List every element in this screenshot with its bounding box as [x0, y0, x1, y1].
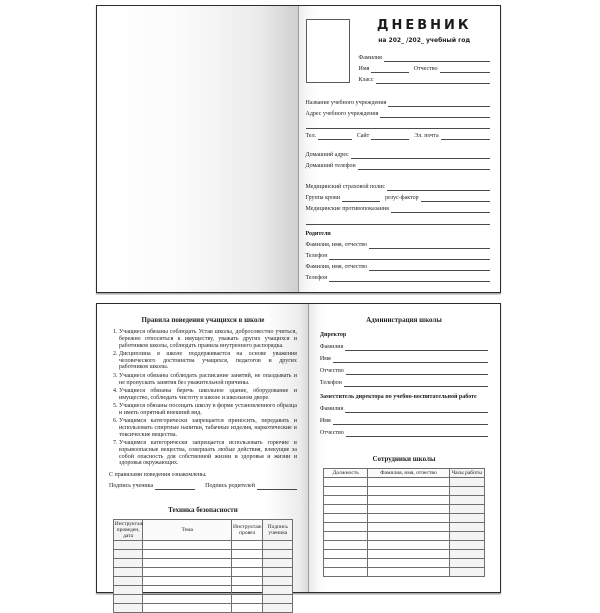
- blank-line: [155, 483, 195, 490]
- table-empty-cell: [113, 559, 143, 568]
- field-continuation: [306, 122, 491, 129]
- title-page-header: [306, 19, 491, 84]
- table-empty-row: [324, 496, 484, 505]
- table-empty-cell: [232, 586, 263, 595]
- field-label: Домашний телефон: [305, 163, 356, 169]
- staff-table-head: [324, 469, 484, 478]
- administration-page: [309, 304, 500, 592]
- field-home-address: [306, 152, 491, 159]
- table-empty-cell: [368, 523, 450, 532]
- table-empty-cell: [449, 514, 484, 523]
- blank-line: [257, 483, 297, 490]
- admin-field-row: [320, 368, 488, 375]
- blank-line: [384, 55, 490, 62]
- table-empty-cell: [113, 604, 143, 613]
- table-empty-cell: [368, 541, 450, 550]
- table-empty-cell: [368, 559, 450, 568]
- field-continuation: [306, 218, 491, 225]
- blank-page: [97, 6, 299, 292]
- field-label: Телефон: [319, 380, 342, 386]
- field-name-patronymic: [359, 66, 491, 73]
- title-block: [350, 19, 491, 84]
- blank-line: [421, 195, 490, 202]
- table-empty-row: [324, 550, 484, 559]
- table-empty-cell: [143, 559, 232, 568]
- diary-subtitle: на 202_ /202_ учебный год: [378, 37, 471, 44]
- table-empty-row: [113, 586, 292, 595]
- table-empty-cell: [368, 550, 450, 559]
- field-label: Сайт: [356, 133, 370, 139]
- table-empty-cell: [113, 541, 143, 550]
- rule-item: 2. Дисциплина в школе поддерживается на основе уважения человеческого достоинства учащихся, педагогов и других работников школы.: [119, 351, 297, 371]
- photo-placeholder-box: [306, 19, 350, 83]
- table-empty-cell: [449, 496, 484, 505]
- table-empty-cell: [232, 541, 263, 550]
- field-label: резус-фактор: [385, 195, 419, 201]
- safety-header-cell: Подпись ученика: [263, 520, 293, 541]
- table-empty-cell: [143, 604, 232, 613]
- staff-header-cell: Должность: [324, 469, 368, 478]
- table-empty-cell: [368, 568, 450, 577]
- blank-line: [371, 66, 408, 73]
- table-empty-cell: [449, 532, 484, 541]
- table-empty-cell: [324, 505, 368, 514]
- table-empty-row: [113, 541, 292, 550]
- table-empty-cell: [324, 568, 368, 577]
- table-empty-cell: [368, 478, 450, 487]
- field-surname: [359, 55, 491, 62]
- blank-line: [346, 430, 488, 437]
- table-empty-cell: [263, 550, 293, 559]
- field-label: Эл. почта: [414, 133, 439, 139]
- table-empty-cell: [232, 550, 263, 559]
- field-label: Отчество: [413, 66, 438, 72]
- diary-title-page: [299, 6, 501, 292]
- table-empty-cell: [324, 523, 368, 532]
- deputy-heading: [320, 394, 488, 401]
- field-label: Фамилия, имя, отчество: [305, 242, 368, 248]
- diary-title-spread: [96, 5, 501, 293]
- field-label: Имя: [319, 418, 331, 424]
- table-empty-row: [113, 568, 292, 577]
- signature-label-student: Подпись ученика: [109, 483, 154, 490]
- table-empty-cell: [232, 568, 263, 577]
- blank-line: [441, 133, 490, 140]
- safety-table-body: [113, 541, 292, 613]
- field-label: Фамилия: [319, 344, 344, 350]
- table-empty-row: [113, 595, 292, 604]
- field-label: Медицинский страховой полис: [305, 184, 386, 190]
- table-empty-cell: [263, 595, 293, 604]
- blank-line: [346, 368, 488, 375]
- section-label: Заместитель директора по учебно-воспитательной работе: [319, 394, 477, 400]
- table-empty-cell: [449, 559, 484, 568]
- table-empty-cell: [263, 604, 293, 613]
- blank-line: [387, 184, 490, 191]
- field-home-phone: [306, 163, 491, 170]
- safety-header-cell: Инструктаж проведен, дата: [114, 521, 144, 540]
- field-school-name: [306, 100, 491, 107]
- table-empty-cell: [113, 595, 143, 604]
- table-empty-cell: [113, 586, 143, 595]
- blank-line: [345, 406, 488, 413]
- table-empty-cell: [143, 586, 232, 595]
- blank-line: [440, 66, 490, 73]
- director-fields: [320, 344, 488, 387]
- field-label: Имя: [319, 356, 331, 362]
- table-empty-row: [324, 505, 484, 514]
- signature-row: [109, 482, 297, 490]
- blank-line: [369, 242, 490, 249]
- table-empty-cell: [113, 568, 143, 577]
- director-heading: [320, 332, 488, 339]
- table-empty-cell: [143, 595, 232, 604]
- table-empty-cell: [143, 577, 232, 586]
- blank-line: [333, 418, 488, 425]
- field-label: Отчество: [319, 430, 344, 436]
- field-label: Отчество: [319, 368, 344, 374]
- blank-line: [376, 77, 491, 84]
- field-label: Домашний адрес: [305, 152, 349, 158]
- field-parent-fio: [306, 264, 491, 271]
- table-empty-cell: [232, 604, 263, 613]
- field-label: Фамилия, имя, отчество: [305, 264, 368, 270]
- blank-line: [342, 195, 380, 202]
- rules-page: [97, 304, 309, 592]
- table-empty-row: [324, 478, 484, 487]
- blank-line: [358, 163, 490, 170]
- table-empty-cell: [324, 478, 368, 487]
- blank-line: [345, 344, 488, 351]
- table-empty-cell: [324, 496, 368, 505]
- safety-title: Техника безопасности: [168, 506, 238, 515]
- field-label: Фамилия: [358, 55, 382, 61]
- staff-title: Сотрудники школы: [372, 455, 436, 463]
- staff-table-body: [324, 478, 484, 577]
- table-empty-row: [324, 523, 484, 532]
- table-empty-cell: [143, 541, 232, 550]
- table-empty-cell: [263, 586, 293, 595]
- field-label: Группа крови: [305, 195, 341, 201]
- table-empty-row: [113, 550, 292, 559]
- section-label: Директор: [319, 332, 347, 338]
- field-label: Имя: [358, 66, 370, 72]
- table-empty-cell: [324, 514, 368, 523]
- table-empty-row: [113, 604, 292, 613]
- rule-item: 7. Учащимся категорически запрещается использовать горючие и взрывоопасные вещества, совершать любые действия, влекущие за собой опасность для собственной жизни и здоровья и жизни и здоровья окружающих.: [119, 440, 297, 467]
- table-empty-row: [324, 568, 484, 577]
- acknowledgement-text: С правилами поведения ознакомлены.: [109, 472, 207, 479]
- field-label: Адрес учебного учреждения: [305, 111, 379, 117]
- table-empty-cell: [324, 532, 368, 541]
- table-empty-row: [324, 514, 484, 523]
- table-empty-cell: [449, 550, 484, 559]
- table-empty-cell: [449, 487, 484, 496]
- table-empty-cell: [324, 487, 368, 496]
- rule-item: 5. Учащиеся обязаны посещать школу в форме установленного образца и иметь опрятный внешний вид.: [119, 403, 297, 417]
- administration-title: Администрация школы: [366, 316, 442, 324]
- deputy-fields: [320, 406, 488, 437]
- field-label: Телефон: [305, 253, 328, 259]
- table-empty-row: [324, 559, 484, 568]
- admin-field-row: [320, 356, 488, 363]
- blank-line: [329, 253, 490, 260]
- table-empty-cell: [324, 559, 368, 568]
- table-empty-row: [324, 541, 484, 550]
- table-empty-row: [113, 559, 292, 568]
- rule-item: 6. Учащимся категорически запрещается приносить, передавать и использовать спиртные напитки, табачные изделия, наркотические и токсические вещества.: [119, 418, 297, 438]
- table-empty-cell: [143, 550, 232, 559]
- field-blood-group: [306, 195, 491, 202]
- blank-line: [333, 356, 488, 363]
- table-empty-cell: [368, 496, 450, 505]
- table-empty-row: [113, 577, 292, 586]
- table-empty-row: [324, 487, 484, 496]
- field-phone-site-email: [306, 133, 491, 140]
- parents-heading: [306, 231, 491, 238]
- table-empty-row: [324, 532, 484, 541]
- field-parent-fio: [306, 242, 491, 249]
- blank-line: [329, 275, 490, 282]
- diary-rules-spread: [96, 303, 501, 593]
- blank-line: [318, 133, 352, 140]
- table-empty-cell: [449, 478, 484, 487]
- table-empty-cell: [368, 532, 450, 541]
- staff-table: [323, 468, 484, 577]
- signature-label-parents: Подпись родителей: [205, 483, 255, 490]
- table-empty-cell: [232, 559, 263, 568]
- table-empty-cell: [368, 514, 450, 523]
- table-empty-cell: [449, 568, 484, 577]
- admin-field-row: [320, 406, 488, 413]
- field-class: [359, 77, 491, 84]
- field-label: Фамилия: [319, 406, 344, 412]
- rules-list: [109, 329, 297, 467]
- blank-line: [344, 380, 488, 387]
- rule-item: 4. Учащиеся обязаны беречь школьное здание, оборудование и имущество, соблюдать чистоту в школе и школьном дворе.: [119, 388, 297, 402]
- blank-line: [380, 111, 490, 118]
- blank-line: [351, 152, 490, 159]
- field-label: Класс: [358, 77, 374, 83]
- table-empty-cell: [263, 568, 293, 577]
- blank-line: [391, 206, 490, 213]
- table-empty-cell: [368, 505, 450, 514]
- staff-header-cell: Часы работы: [449, 469, 484, 478]
- table-empty-cell: [368, 487, 450, 496]
- safety-table-head: [113, 520, 292, 541]
- table-empty-cell: [232, 577, 263, 586]
- safety-header-cell: Тема: [143, 520, 232, 541]
- blank-line: [306, 218, 491, 225]
- table-empty-cell: [449, 505, 484, 514]
- safety-header-row: [113, 520, 292, 541]
- field-parent-phone: [306, 253, 491, 260]
- table-empty-cell: [232, 595, 263, 604]
- table-empty-cell: [263, 559, 293, 568]
- admin-field-row: [320, 344, 488, 351]
- blank-line: [371, 133, 409, 140]
- table-empty-cell: [324, 550, 368, 559]
- safety-header-cell: Инструктаж провел: [232, 520, 263, 541]
- table-empty-cell: [449, 523, 484, 532]
- admin-field-row: [320, 418, 488, 425]
- field-label: Телефон: [305, 275, 328, 281]
- rule-item: 1. Учащиеся обязаны соблюдать Устав школы, добросовестно учиться, бережно относиться к имуществу, уважать других учащихся и работников школы, соблюдать правила внутреннего распорядка.: [119, 329, 297, 349]
- field-parent-phone: [306, 275, 491, 282]
- table-empty-cell: [324, 541, 368, 550]
- safety-table: [113, 519, 293, 613]
- section-label: Родители: [305, 231, 331, 237]
- diary-title: ДНЕВНИК: [376, 18, 472, 33]
- blank-line: [306, 122, 491, 129]
- field-medical-contraindications: [306, 206, 491, 213]
- field-label: Тел.: [305, 133, 317, 139]
- field-school-address: [306, 111, 491, 118]
- rule-item: 3. Учащиеся обязаны соблюдать расписание занятий, не опаздывать и не пропускать занятия без уважительной причины.: [119, 373, 297, 387]
- field-medical-policy: [306, 184, 491, 191]
- table-empty-cell: [263, 541, 293, 550]
- table-empty-cell: [113, 550, 143, 559]
- field-label: Медицинские противопоказания: [305, 206, 389, 212]
- staff-header-cell: Фамилия, имя, отчество: [368, 469, 450, 478]
- staff-header-row: [324, 469, 484, 478]
- rules-title: Правила поведения учащихся в школе: [141, 316, 265, 324]
- blank-line: [388, 100, 490, 107]
- admin-field-row: [320, 380, 488, 387]
- table-empty-cell: [263, 577, 293, 586]
- admin-field-row: [320, 430, 488, 437]
- blank-line: [369, 264, 490, 271]
- field-label: Название учебного учреждения: [305, 100, 387, 106]
- table-empty-cell: [113, 577, 143, 586]
- table-empty-cell: [449, 541, 484, 550]
- table-empty-cell: [143, 568, 232, 577]
